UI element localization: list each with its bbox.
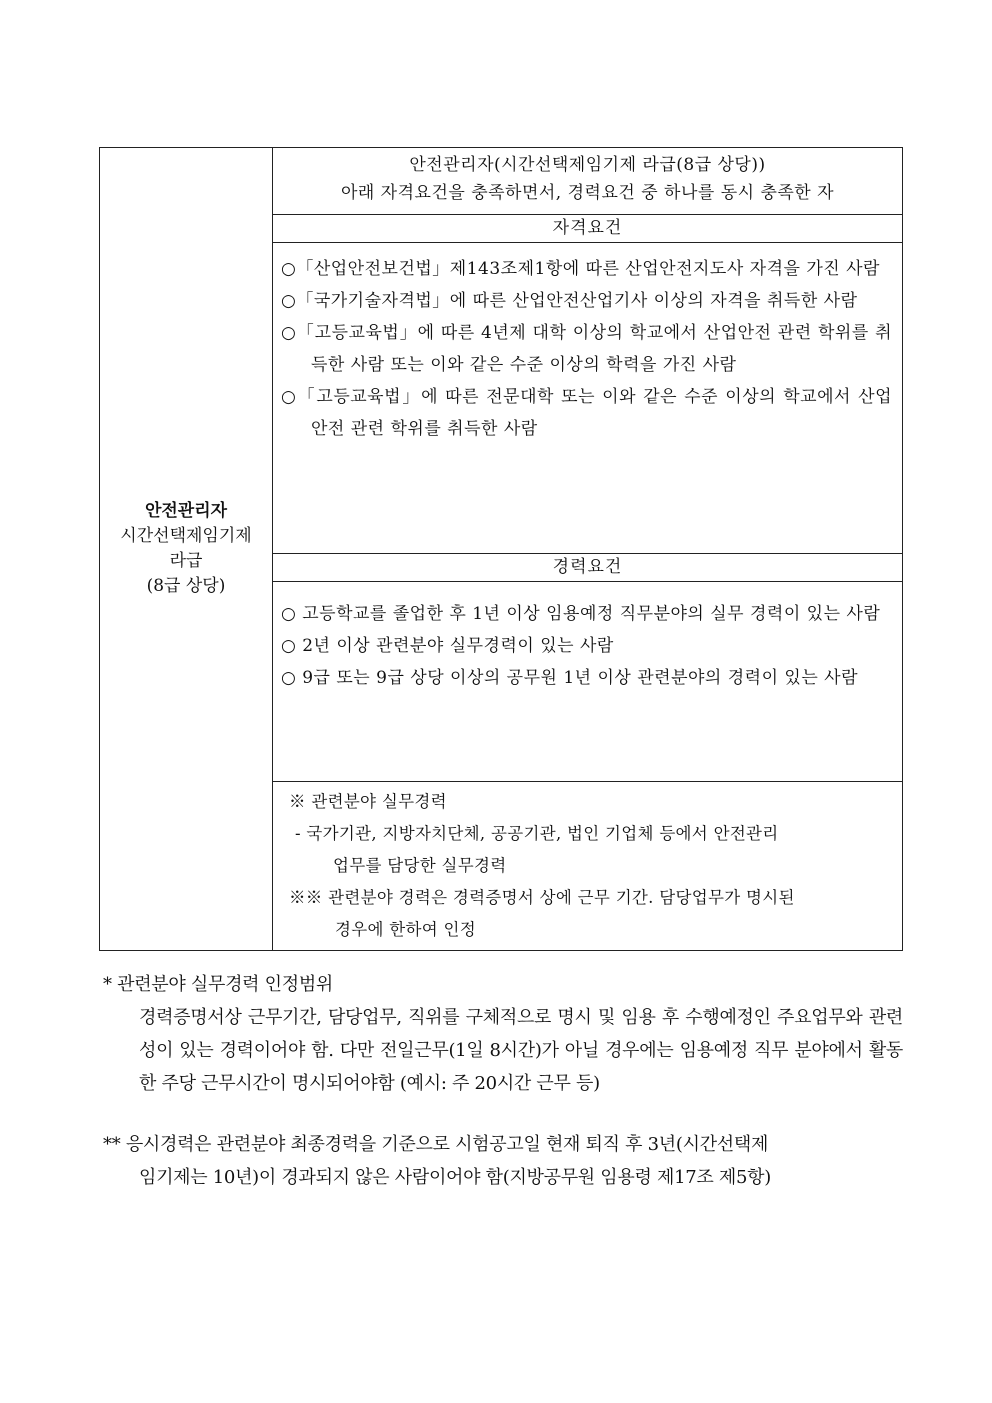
- qualification-item: ○「산업안전보건법」제143조제1항에 따른 산업안전지도사 자격을 가진 사람: [281, 259, 880, 279]
- footnote-1-title: * 관련분야 실무경력 인정범위: [103, 974, 334, 995]
- note-1: ※ 관련분야 실무경력: [289, 792, 447, 811]
- qualification-item: ○「고등교육법」에 따른 4년제 대학 이상의 학교에서 산업안전 관련 학위를 취득한 사람 또는 이와 같은 수준 이상의 학력을 가진 사람: [281, 323, 892, 375]
- requirements-table: [99, 147, 903, 951]
- header-line-2: 아래 자격요건을 충족하면서, 경력요건 중 하나를 동시 충족한 자: [340, 183, 835, 203]
- experience-item: ○ 고등학교를 졸업한 후 1년 이상 임용예정 직무분야의 실무 경력이 있는 사람: [281, 604, 881, 624]
- note-2b: 업무를 담당한 실무경력: [333, 856, 507, 875]
- header-cell: [273, 148, 903, 215]
- footnote-2-body: 임기제는 10년)이 경과되지 않은 사람이어야 함(지방공무원 임용령 제17조 제5항): [139, 1167, 771, 1188]
- experience-list: [273, 582, 903, 782]
- footnote-2-title: ** 응시경력은 관련분야 최종경력을 기준으로 시험공고일 현재 퇴직 후 3년(시간선택제: [103, 1134, 769, 1155]
- note-3a: ※※ 관련분야 경력은 경력증명서 상에 근무 기간. 담당업무가 명시된: [289, 888, 795, 907]
- qualification-list: [273, 243, 903, 554]
- notes-cell: [273, 782, 903, 951]
- footnote-1-body: 경력증명서상 근무기간, 담당업무, 직위를 구체적으로 명시 및 임용 후 수행예정인 주요업무와 관련성이 있는 경력이어야 함. 다만 전일근무(1일 8시간)가 아닐 경우에는 임용예정 직무 분야에서 활동한 주당 근무시간이 명시되어야함 (예시: 주 20시간 근무 등): [139, 1007, 903, 1094]
- position-equivalent: (8급 상당): [146, 576, 226, 596]
- qualification-title: 자격요건: [273, 215, 903, 243]
- position-title: 안전관리자: [144, 501, 228, 521]
- experience-item: ○ 2년 이상 관련분야 실무경력이 있는 사람: [281, 636, 614, 656]
- experience-item: ○ 9급 또는 9급 상당 이상의 공무원 1년 이상 관련분야의 경력이 있는 사람: [281, 668, 859, 688]
- qualification-item: ○「국가기술자격법」에 따른 산업안전산업기사 이상의 자격을 취득한 사람: [281, 291, 858, 311]
- position-type: 시간선택제임기제: [120, 526, 252, 546]
- header-line-1: 안전관리자(시간선택제임기제 라급(8급 상당)): [409, 155, 766, 175]
- position-cell: [100, 148, 273, 951]
- qualification-item: ○「고등교육법」에 따른 전문대학 또는 이와 같은 수준 이상의 학교에서 산업안전 관련 학위를 취득한 사람: [281, 387, 892, 439]
- note-3b: 경우에 한하여 인정: [335, 920, 477, 939]
- experience-title: 경력요건: [273, 554, 903, 582]
- note-2a: - 국가기관, 지방자치단체, 공공기관, 법인 기업체 등에서 안전관리: [295, 824, 779, 843]
- footnotes: [103, 968, 903, 1194]
- position-grade: 라급: [169, 551, 203, 571]
